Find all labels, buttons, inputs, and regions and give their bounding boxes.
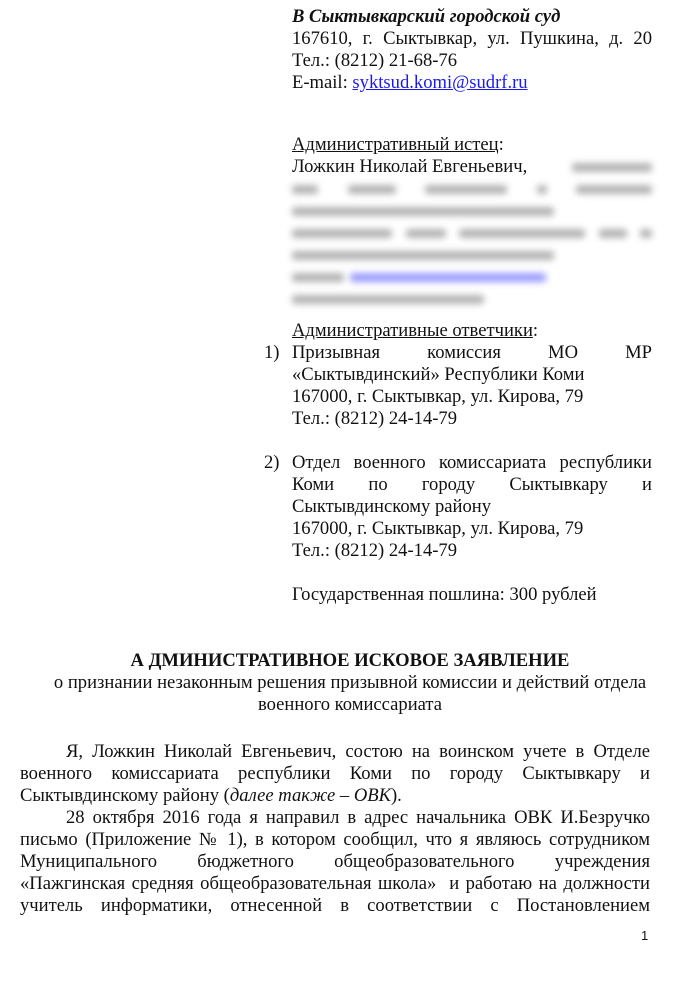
document-heading xyxy=(0,650,700,716)
state-fee: Государственная пошлина: 300 рублей xyxy=(292,584,597,605)
paragraph-line: Я, Ложкин Николай Евгеньевич, состою на воинском учете в Отделе xyxy=(66,741,650,762)
defendant-item-2 xyxy=(264,452,652,562)
defendant-line: Отдел военного комиссариата республики xyxy=(292,452,652,473)
court-email-line xyxy=(292,72,652,94)
paragraph-line: учитель информатики, отнесенной в соответствии с Постановлением xyxy=(20,895,650,916)
court-email-link[interactable]: syktsud.komi@sudrf.ru xyxy=(352,72,528,93)
defendant-address: 167000, г. Сыктывкар, ул. Кирова, 79 xyxy=(292,518,584,539)
italic-abbreviation: далее также – ОВК xyxy=(229,785,391,806)
redacted-text xyxy=(292,178,652,200)
plaintiff-block xyxy=(292,134,652,310)
plaintiff-name: Ложкин Николай Евгеньевич, xyxy=(292,156,528,177)
paragraph-line: «Пажгинская средняя общеобразовательная школа» и работаю на должности xyxy=(20,873,650,894)
defendants-block xyxy=(264,320,652,606)
plaintiff-heading-colon: : xyxy=(498,134,504,155)
redacted-phone xyxy=(292,288,652,310)
defendant-line: Коми по городу Сыктывкару и xyxy=(292,474,652,495)
defendant-line: Сыктывдинскому району xyxy=(292,496,492,517)
redacted-text xyxy=(572,156,652,178)
document-title: А ДМИНИСТРАТИВНОЕ ИСКОВОЕ ЗАЯВЛЕНИЕ xyxy=(130,650,570,671)
court-phone: Тел.: (8212) 21-68-76 xyxy=(292,50,458,71)
paragraph-line: 28 октября 2016 года я направил в адрес начальника ОВК И.Безручко xyxy=(66,807,650,828)
addressee-block xyxy=(292,6,652,94)
defendant-number: 1) xyxy=(264,342,280,363)
text-span: ). xyxy=(390,785,402,806)
text-span: Сыктывдинскому району ( xyxy=(20,785,230,806)
defendants-heading-line xyxy=(264,320,652,342)
redacted-text xyxy=(292,244,652,266)
page-number: 1 xyxy=(641,928,649,943)
paragraph-line xyxy=(20,785,650,807)
defendant-item-1 xyxy=(264,342,652,430)
email-label: E-mail: xyxy=(292,72,353,93)
plaintiff-name-line xyxy=(292,156,652,178)
defendant-phone: Тел.: (8212) 24-14-79 xyxy=(292,408,458,429)
defendants-heading: Административные ответчики xyxy=(292,320,533,341)
defendant-line: Призывная комиссия МО МР xyxy=(292,342,652,363)
defendant-number: 2) xyxy=(264,452,280,473)
redacted-email xyxy=(292,266,652,288)
plaintiff-heading-line xyxy=(292,134,652,156)
plaintiff-heading: Административный истец xyxy=(292,134,499,155)
court-address: 167610, г. Сыктывкар, ул. Пушкина, д. 20 xyxy=(292,28,652,49)
paragraph-line: письмо (Приложение № 1), в котором сообщил, что я являюсь сотрудником xyxy=(20,829,650,850)
document-subtitle: военного комиссариата xyxy=(257,694,443,715)
defendant-address: 167000, г. Сыктывкар, ул. Кирова, 79 xyxy=(292,386,584,407)
paragraph-line: Муниципального бюджетного общеобразовательного учреждения xyxy=(20,851,650,872)
paragraph-line: военного комиссариата республики Коми по городу Сыктывкару и xyxy=(20,763,650,784)
document-body xyxy=(20,741,650,917)
defendant-phone: Тел.: (8212) 24-14-79 xyxy=(292,540,458,561)
defendant-line: «Сыктывдинский» Республики Коми xyxy=(292,364,585,385)
redacted-text xyxy=(292,200,652,222)
redacted-text xyxy=(292,222,652,244)
document-subtitle: о признании незаконным решения призывной комиссии и действий отдела xyxy=(53,672,647,693)
court-name: В Сыктывкарский городской суд xyxy=(292,6,561,27)
defendants-heading-colon: : xyxy=(532,320,539,341)
